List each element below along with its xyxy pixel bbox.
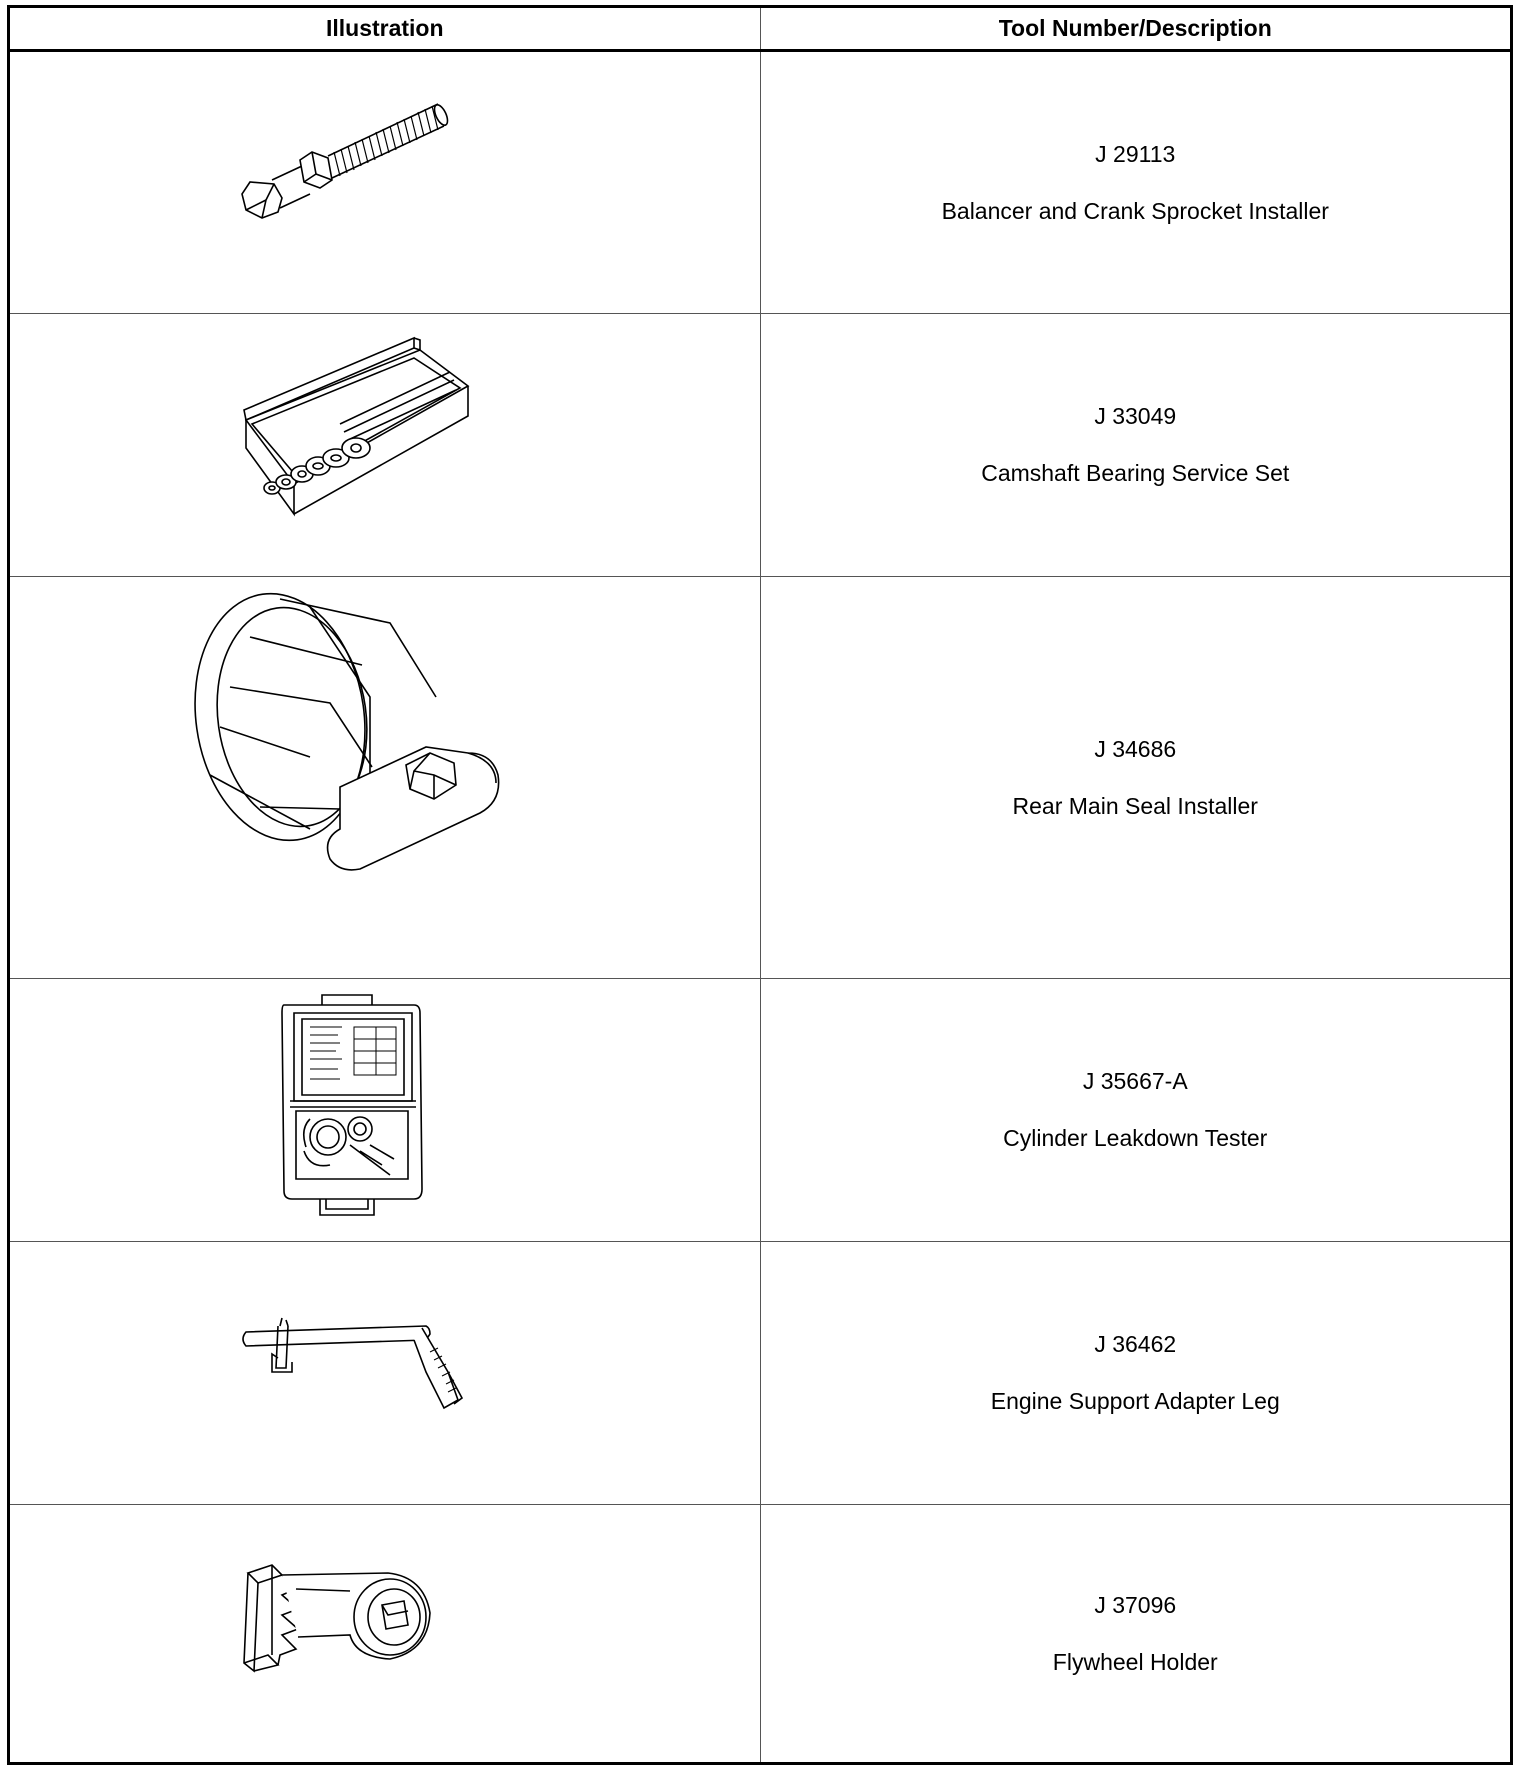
tool-description: Rear Main Seal Installer	[1012, 792, 1258, 819]
illustration-cell	[9, 314, 761, 577]
tool-cell	[760, 979, 1512, 1242]
illustration-header: Illustration	[9, 7, 761, 51]
table-row	[9, 577, 1512, 979]
tool-cell	[760, 577, 1512, 979]
table-row	[9, 979, 1512, 1242]
bearing-service-case-icon	[10, 314, 686, 577]
header-row	[9, 7, 1512, 51]
tool-cell	[760, 1242, 1512, 1505]
adapter-leg-icon	[10, 1242, 686, 1505]
illustration-cell	[9, 1242, 761, 1505]
table-row	[9, 1505, 1512, 1764]
special-tools-table	[7, 5, 1513, 1765]
tool-cell	[760, 314, 1512, 577]
table-row	[9, 314, 1512, 577]
illustration-cell	[9, 577, 761, 979]
tool-description: Balancer and Crank Sprocket Installer	[941, 197, 1329, 224]
tool-number: J 29113	[1095, 140, 1176, 167]
tool-number: J 33049	[1094, 403, 1177, 429]
tool-number: J 34686	[1094, 735, 1177, 762]
tool-cell	[760, 1505, 1512, 1764]
tool-description: Flywheel Holder	[1052, 1648, 1218, 1675]
tool-number: J 37096	[1094, 1591, 1177, 1618]
tool-number: J 36462	[1094, 1331, 1177, 1357]
illustration-cell	[9, 979, 761, 1242]
tool-description: Engine Support Adapter Leg	[990, 1388, 1280, 1414]
tool-description: Camshaft Bearing Service Set	[981, 460, 1290, 486]
tool-header: Tool Number/Description	[760, 7, 1512, 51]
illustration-cell	[9, 1505, 761, 1764]
leakdown-tester-case-icon	[10, 979, 686, 1242]
tool-number: J 35667-A	[1082, 1068, 1188, 1094]
tool-description: Cylinder Leakdown Tester	[1003, 1125, 1268, 1151]
flywheel-holder-icon	[10, 1505, 686, 1764]
table-row	[9, 51, 1512, 314]
illustration-cell	[9, 51, 761, 314]
table-row	[9, 1242, 1512, 1505]
threaded-installer-bolt-icon	[10, 52, 686, 315]
tool-cell	[760, 51, 1512, 314]
seal-installer-icon	[10, 577, 686, 979]
